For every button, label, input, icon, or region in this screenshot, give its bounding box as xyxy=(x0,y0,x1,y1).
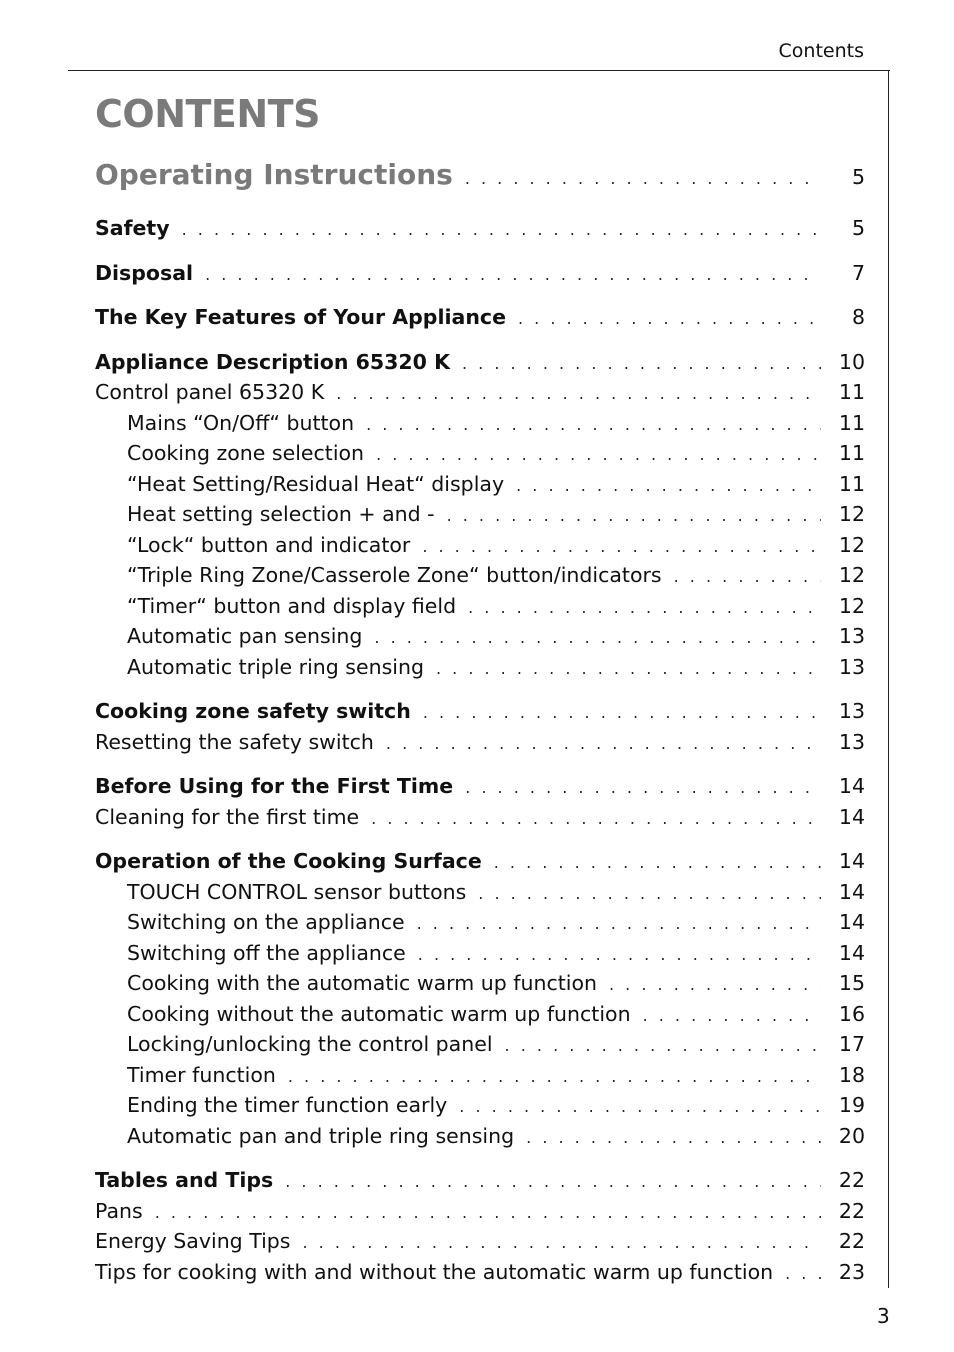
dot-leader xyxy=(465,773,821,803)
toc-entry-page: 19 xyxy=(838,1093,865,1117)
toc-entry-page: 12 xyxy=(838,532,865,557)
toc-entry[interactable] xyxy=(95,303,865,334)
toc-entry-label: “Heat Setting/Residual Heat“ display xyxy=(127,471,505,496)
toc-entry-label: Mains “On/Off“ button xyxy=(127,410,355,435)
toc-entry-page: 8 xyxy=(851,305,865,329)
toc-entry-label: Safety xyxy=(95,216,170,240)
toc-entry[interactable] xyxy=(95,378,865,409)
toc-entry-label: Cooking zone selection xyxy=(127,441,365,465)
toc-entry[interactable] xyxy=(95,500,865,531)
toc-entry-page: 18 xyxy=(838,1062,865,1087)
toc-entry-page: 5 xyxy=(851,165,865,189)
dot-leader xyxy=(374,623,821,653)
dot-leader xyxy=(516,471,821,501)
toc-entry-page: 14 xyxy=(838,804,865,829)
dot-leader xyxy=(505,1031,821,1061)
toc-entry[interactable] xyxy=(95,259,865,290)
dot-leader xyxy=(422,532,821,562)
toc-entry-page: 23 xyxy=(838,1259,865,1284)
toc-entry[interactable] xyxy=(95,1122,865,1153)
toc-entry[interactable] xyxy=(95,214,865,245)
toc-entry-page: 15 xyxy=(838,971,865,995)
toc-entry-page: 14 xyxy=(838,774,865,798)
toc-entry-page: 11 xyxy=(838,441,865,465)
dot-leader xyxy=(423,698,821,728)
header-rule xyxy=(68,70,890,71)
dot-leader xyxy=(386,729,821,759)
toc-entry[interactable] xyxy=(95,847,865,878)
toc-entry[interactable] xyxy=(95,969,865,1000)
toc-entry-label: Heat setting selection + and - xyxy=(127,502,435,526)
dot-leader xyxy=(288,1062,821,1092)
toc-entry[interactable] xyxy=(95,878,865,909)
toc-entry-label: “Timer“ button and display field xyxy=(127,593,457,618)
toc-entry-label: The Key Features of Your Appliance xyxy=(95,305,506,329)
toc-entry-page: 17 xyxy=(838,1032,865,1056)
toc-entry[interactable] xyxy=(95,592,865,623)
margin-rule xyxy=(888,70,889,1288)
toc-entry-label: Switching on the appliance xyxy=(127,910,405,934)
table-of-contents xyxy=(95,154,865,1288)
dot-leader xyxy=(376,440,821,470)
dot-leader xyxy=(459,1092,821,1122)
dot-leader xyxy=(465,158,821,200)
toc-entry-page: 14 xyxy=(838,849,865,873)
toc-entry-label: Automatic pan sensing xyxy=(127,624,363,648)
toc-entry-label: Cleaning for the first time xyxy=(95,804,360,829)
dot-leader xyxy=(436,654,821,684)
toc-entry[interactable] xyxy=(95,1258,865,1289)
page-title: CONTENTS xyxy=(95,92,320,136)
toc-entry-label: Energy Saving Tips xyxy=(95,1229,291,1253)
toc-entry-label: “Triple Ring Zone/Casserole Zone“ button/indicators xyxy=(127,563,662,587)
toc-entry[interactable] xyxy=(95,1227,865,1258)
dot-leader xyxy=(643,1001,821,1031)
toc-entry-page: 13 xyxy=(838,624,865,648)
running-header: Contents xyxy=(778,40,864,62)
toc-entry-page: 12 xyxy=(838,563,865,587)
toc-entry[interactable] xyxy=(95,1000,865,1031)
dot-leader xyxy=(785,1259,821,1289)
toc-entry-label: Timer function xyxy=(127,1062,276,1087)
toc-entry-page: 13 xyxy=(838,654,865,679)
dot-leader xyxy=(462,349,821,379)
toc-entry[interactable] xyxy=(95,1091,865,1122)
toc-entry-label: “Lock“ button and indicator xyxy=(127,532,411,557)
toc-entry[interactable] xyxy=(95,622,865,653)
dot-leader xyxy=(418,940,821,970)
toc-entry-label: Appliance Description 65320 K xyxy=(95,349,450,374)
toc-entry-page: 10 xyxy=(838,349,865,374)
toc-entry-label: Automatic pan and triple ring sensing xyxy=(127,1123,515,1148)
dot-leader xyxy=(285,1167,821,1197)
toc-entry-label: Before Using for the First Time xyxy=(95,774,454,798)
dot-leader xyxy=(468,593,821,623)
dot-leader xyxy=(494,848,821,878)
dot-leader xyxy=(518,304,821,334)
toc-entry-label: Switching off the appliance xyxy=(127,940,406,965)
toc-entry[interactable] xyxy=(95,1166,865,1197)
toc-entry[interactable] xyxy=(95,939,865,970)
toc-entry[interactable] xyxy=(95,803,865,834)
toc-entry-page: 7 xyxy=(851,260,865,285)
dot-leader xyxy=(182,215,821,245)
dot-leader xyxy=(609,970,821,1000)
toc-entry[interactable] xyxy=(95,1197,865,1228)
toc-entry-page: 14 xyxy=(838,940,865,965)
dot-leader xyxy=(526,1123,821,1153)
toc-entry-page: 20 xyxy=(838,1123,865,1148)
toc-entry[interactable] xyxy=(95,470,865,501)
page-number: 3 xyxy=(877,1304,890,1328)
dot-leader xyxy=(366,410,821,440)
toc-entry-label: Locking/unlocking the control panel xyxy=(127,1032,493,1056)
toc-entry-label: Cooking without the automatic warm up function xyxy=(127,1001,631,1026)
dot-leader xyxy=(447,501,821,531)
toc-entry[interactable] xyxy=(95,728,865,759)
toc-entry-label: Disposal xyxy=(95,260,194,285)
toc-entry-page: 14 xyxy=(838,879,865,904)
dot-leader xyxy=(303,1228,822,1258)
toc-entry-page: 11 xyxy=(838,471,865,496)
dot-leader xyxy=(417,909,821,939)
toc-entry-label: Operating Instructions xyxy=(95,158,453,191)
dot-leader xyxy=(371,804,821,834)
toc-entry[interactable] xyxy=(95,908,865,939)
toc-entry-page: 14 xyxy=(838,910,865,934)
dot-leader xyxy=(674,562,821,592)
toc-entry[interactable] xyxy=(95,1061,865,1092)
toc-entry-page: 11 xyxy=(838,410,865,435)
toc-entry[interactable] xyxy=(95,1030,865,1061)
toc-entry-page: 13 xyxy=(838,699,865,723)
toc-entry[interactable] xyxy=(95,697,865,728)
toc-entry-label: Tables and Tips xyxy=(95,1168,274,1192)
dot-leader xyxy=(205,260,821,290)
toc-entry[interactable] xyxy=(95,409,865,440)
toc-entry-page: 22 xyxy=(838,1229,865,1253)
dot-leader xyxy=(155,1198,821,1228)
toc-entry[interactable] xyxy=(95,439,865,470)
toc-entry[interactable] xyxy=(95,561,865,592)
toc-entry-page: 16 xyxy=(838,1001,865,1026)
toc-entry-page: 22 xyxy=(838,1168,865,1192)
toc-entry-page: 12 xyxy=(838,593,865,618)
toc-entry[interactable] xyxy=(95,653,865,684)
toc-entry-label: TOUCH CONTROL sensor buttons xyxy=(127,879,467,904)
toc-entry-page: 11 xyxy=(838,380,865,404)
dot-leader xyxy=(478,879,821,909)
toc-entry-label: Tips for cooking with and without the automatic warm up function xyxy=(95,1259,774,1284)
toc-entry-page: 22 xyxy=(838,1198,865,1223)
toc-entry-label: Operation of the Cooking Surface xyxy=(95,849,482,873)
toc-entry[interactable] xyxy=(95,772,865,803)
dot-leader xyxy=(336,379,821,409)
toc-entry[interactable] xyxy=(95,531,865,562)
toc-entry[interactable] xyxy=(95,348,865,379)
toc-entry-page: 5 xyxy=(851,216,865,240)
toc-entry-label: Ending the timer function early xyxy=(127,1093,448,1117)
toc-entry-page: 13 xyxy=(838,729,865,754)
toc-entry-label: Automatic triple ring sensing xyxy=(127,654,424,679)
toc-entry-page: 12 xyxy=(838,502,865,526)
toc-entry-label: Cooking zone safety switch xyxy=(95,699,411,723)
toc-entry-label: Pans xyxy=(95,1198,143,1223)
toc-entry-label: Control panel 65320 K xyxy=(95,380,325,404)
toc-entry-major[interactable] xyxy=(95,154,865,200)
toc-entry-label: Cooking with the automatic warm up function xyxy=(127,971,597,995)
toc-entry-label: Resetting the safety switch xyxy=(95,729,374,754)
